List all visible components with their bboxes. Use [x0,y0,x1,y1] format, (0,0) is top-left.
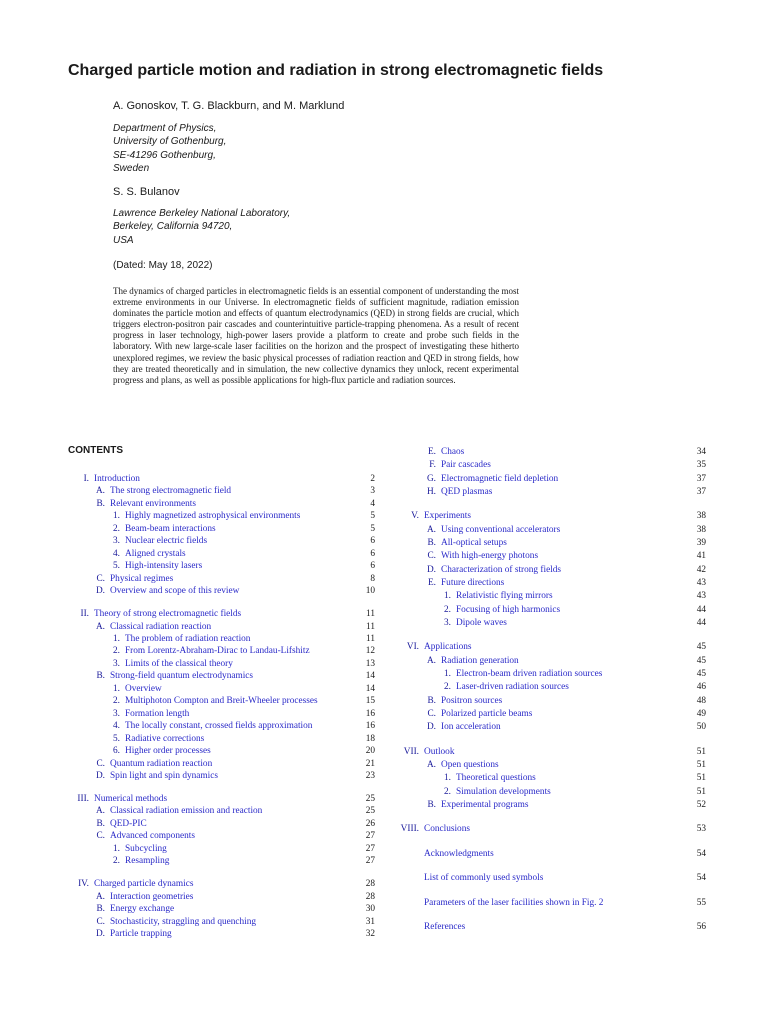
toc-entry-link[interactable]: Resampling [125,856,170,867]
toc-entry-link[interactable]: With high-energy photons [441,551,539,562]
toc-entry-number: A. [95,806,105,817]
toc-entry-page: 20 [365,746,375,757]
toc-entry-page: 28 [365,879,375,890]
toc-entry-number: D. [426,564,436,575]
toc-entry-link[interactable]: Pair cascades [441,460,491,471]
toc-entry-number: F. [429,460,436,471]
toc-entry-number: 1. [113,683,120,694]
toc-entry-number: 5. [113,733,120,744]
toc-entry[interactable] [0,617,768,629]
toc-entry-page: 45 [696,642,706,653]
affiliation-line: University of Gothenburg, [113,136,227,148]
toc-entry-page: 45 [696,668,706,679]
toc-entry-number: 1. [113,843,120,854]
toc-entry-link[interactable]: Polarized particle beams [441,708,533,719]
toc-entry-link[interactable]: Focusing of high harmonics [456,604,561,615]
toc-entry-number: 2. [113,696,120,707]
toc-entry[interactable] [0,446,768,458]
toc-entry-link[interactable]: Ion acceleration [441,722,501,733]
toc-entry-number: B. [427,538,436,548]
toc-entry[interactable] [0,459,768,471]
toc-entry-link[interactable]: Highly magnetized astrophysical environments [125,511,301,522]
toc-entry-number: 4. [113,721,120,732]
toc-entry[interactable] [0,590,768,602]
toc-entry-number: 1. [444,668,451,679]
toc-entry-link[interactable]: Theory of strong electromagnetic fields [94,609,242,620]
toc-entry-link[interactable]: Applications [424,642,472,653]
affiliation-2 [113,207,290,247]
toc-entry[interactable] [0,604,768,616]
toc-entry-page: 30 [365,904,375,915]
toc-entry-link[interactable]: Acknowledgments [424,848,494,859]
toc-entry-link[interactable]: Subcycling [125,843,167,854]
toc-entry[interactable] [0,486,768,498]
toc-entry-number: 5. [113,561,120,572]
toc-entry-link[interactable]: Multiphoton Compton and Breit-Wheeler processes [125,696,318,707]
toc-entry-link[interactable]: Charged particle dynamics [94,879,194,890]
toc-entry-page: 11 [366,634,375,644]
toc-entry-link[interactable]: Future directions [441,577,505,588]
toc-entry-link[interactable]: Beam-beam interactions [125,523,216,534]
abstract: The dynamics of charged particles in electromagnetic fields is an essential component of understanding the most extreme environments in our Universe. In electromagnetic fields of sufficient magnitude, radiation emission dominates the particle motion and effects of quantum electrodynamics (QED) in strong fields are crucial, which triggers electron-positron pair cascades and counterintuitive particle-trapping phenomena. As a result of recent progress in laser technology, high-power lasers provide a platform to create and probe such fields in the laboratory. With new large-scale laser facilities on the horizon and the prospect of investigating these hitherto unexplored regimes, we review the basic physical processes of radiation reaction and QED in strong fields, how they are treated theoretically and in simulation, the new collective dynamics they unlock, recent experimental progress and plans, as well as possible applications for high-flux particle and radiation sources. [113,286,519,385]
toc-entry-page: 35 [696,460,706,471]
toc-entry-page: 27 [365,843,375,854]
toc-entry-page: 10 [365,586,375,597]
toc-entry[interactable] [0,872,768,884]
toc-entry-page: 11 [366,609,375,620]
affiliation-line: Department of Physics, [113,123,217,134]
toc-entry-page: 21 [365,758,375,769]
toc-entry-page: 38 [696,524,706,535]
toc-entry-number: 1. [444,591,451,602]
toc-entry-page: 42 [696,564,706,575]
toc-entry-link[interactable]: High-intensity lasers [125,561,203,572]
toc-entry-link[interactable]: Strong-field quantum electrodynamics [110,671,254,682]
toc-entry[interactable] [0,668,768,680]
toc-entry-link[interactable]: Simulation developments [456,786,551,797]
toc-entry-link[interactable]: Stochasticity, straggling and quenching [110,916,257,927]
toc-entry[interactable] [0,473,768,485]
dated-line: (Dated: May 18, 2022) [113,260,213,271]
toc-entry-link[interactable]: Spin light and spin dynamics [110,770,218,781]
toc-entry-link[interactable]: References [424,922,466,933]
toc-entry-link[interactable]: Radiative corrections [125,733,205,744]
contents-heading: CONTENTS [68,445,123,456]
toc-entry-link[interactable]: Electromagnetic field depletion [441,473,559,484]
toc-entry-page: 54 [696,873,706,884]
toc-entry-link[interactable]: Aligned crystals [125,548,186,559]
toc-entry[interactable] [0,746,768,758]
toc-entry-number: B. [96,818,105,829]
toc-entry-page: 8 [370,573,375,584]
toc-entry[interactable] [0,759,768,771]
affiliation-line: SE-41296 Gothenburg, [113,149,216,161]
toc-entry-number: C. [96,916,105,927]
toc-entry-page: 18 [365,733,375,744]
toc-entry-page: 51 [696,773,706,784]
toc-entry-link[interactable]: Higher order processes [125,746,211,757]
toc-entry-page: 49 [696,708,706,719]
toc-entry-page: 39 [696,538,706,548]
toc-entry-page: 32 [365,929,375,940]
toc-entry-page: 52 [696,799,706,810]
toc-entry-number: VI. [406,642,419,653]
toc-entry-page: 5 [370,523,375,534]
toc-entry-link[interactable]: Using conventional accelerators [441,524,561,535]
author-list-1: A. Gonoskov, T. G. Blackburn, and M. Marklund [113,100,345,112]
toc-entry-page: 56 [696,922,706,933]
toc-entry-link[interactable]: QED plasmas [441,486,493,497]
toc-entry-number: C. [96,573,105,584]
toc-entry-link[interactable]: Experiments [424,511,471,522]
affiliation-line: Sweden [113,162,150,174]
toc-entry-page: 2 [370,474,375,484]
toc-entry-page: 12 [365,646,375,657]
toc-entry-page: 6 [370,561,375,572]
toc-entry-page: 31 [365,916,375,927]
toc-entry-number: 2. [113,646,120,657]
toc-entry[interactable] [0,577,768,589]
toc-entry-link[interactable]: Theoretical questions [456,773,536,784]
toc-entry-page: 3 [370,486,375,497]
toc-entry-page: 37 [696,486,706,497]
toc-entry[interactable] [0,708,768,720]
toc-entry-number: A. [95,891,105,902]
toc-entry-page: 4 [370,498,375,509]
toc-entry-page: 14 [365,683,375,694]
toc-entry-page: 51 [696,786,706,797]
toc-entry-number: IV. [78,879,89,890]
toc-entry-link[interactable]: Limits of the classical theory [125,658,233,669]
toc-entry-number: 1. [444,773,451,784]
toc-entry[interactable] [0,537,768,549]
toc-entry-link[interactable]: Advanced components [110,831,195,842]
toc-entry-link[interactable]: List of commonly used symbols [424,873,544,884]
toc-entry-page: 37 [696,473,706,484]
toc-entry-number: C. [96,758,105,769]
toc-entry-number: A. [95,486,105,497]
toc-entry-link[interactable]: Open questions [441,759,499,770]
toc-entry-link[interactable]: Introduction [94,474,140,484]
toc-entry-link[interactable]: Relativistic flying mirrors [456,591,553,602]
toc-entry-page: 55 [696,897,706,908]
toc-entry-number: 2. [444,786,451,797]
toc-entry-number: 1. [113,634,120,644]
toc-entry-page: 6 [370,548,375,559]
toc-entry-page: 41 [696,551,706,562]
toc-entry[interactable] [0,681,768,693]
toc-entry-number: 2. [444,604,451,615]
toc-entry[interactable] [0,524,768,536]
toc-entry-link[interactable]: Physical regimes [110,573,174,584]
toc-entry-number: C. [427,551,436,562]
paper-title: Charged particle motion and radiation in strong electromagnetic fields [68,62,604,79]
toc-entry-link[interactable]: Experimental programs [441,799,529,810]
toc-entry-link[interactable]: From Lorentz-Abraham-Dirac to Landau-Lifshitz [125,646,310,657]
toc-entry[interactable] [0,655,768,667]
toc-entry-page: 38 [696,511,706,522]
affiliation-line: Berkeley, California 94720, [113,221,233,233]
toc-entry-page: 16 [365,708,375,719]
toc-entry-link[interactable]: Overview [125,683,162,694]
toc-entry-number: B. [427,695,436,706]
toc-entry-link[interactable]: QED-PIC [110,818,147,829]
toc-entry-number: V. [411,511,419,522]
toc-entry-number: 6. [113,746,120,757]
toc-entry[interactable] [0,550,768,562]
toc-entry-number: D. [426,722,436,733]
toc-entry-number: 3. [444,617,451,628]
toc-entry-number: E. [427,577,436,588]
toc-entry-link[interactable]: Nuclear electric fields [125,536,208,547]
toc-entry-link[interactable]: Classical radiation reaction [110,621,212,632]
toc-entry[interactable] [0,848,768,860]
toc-entry-number: VIII. [400,824,419,835]
toc-entry-page: 25 [365,806,375,817]
toc-entry-link[interactable]: Laser-driven radiation sources [456,682,569,693]
toc-entry-number: 2. [113,523,120,534]
toc-entry-number: B. [96,498,105,509]
toc-entry-link[interactable]: Formation length [125,708,190,719]
toc-entry-page: 44 [696,604,706,615]
toc-entry-page: 13 [365,658,375,669]
toc-entry-number: 1. [113,511,120,522]
toc-entry-number: 3. [113,536,120,547]
toc-entry-page: 53 [696,824,706,835]
affiliation-1 [113,122,226,175]
toc-entry-page: 51 [696,746,706,757]
toc-entry[interactable] [0,823,768,835]
toc-entry-link[interactable]: Particle trapping [110,929,172,940]
toc-entry-page: 54 [696,848,706,859]
toc-entry[interactable] [0,510,768,522]
toc-entry-link[interactable]: Electron-beam driven radiation sources [456,668,603,679]
toc-entry-number: D. [95,929,105,940]
toc-entry-number: II. [80,609,89,620]
toc-entry-link[interactable]: Radiation generation [441,655,519,666]
toc-entry[interactable] [0,921,768,933]
toc-entry[interactable] [0,897,768,909]
toc-entry-link[interactable]: Quantum radiation reaction [110,758,213,769]
toc-entry-page: 26 [365,818,375,829]
toc-entry-link[interactable]: All-optical setups [441,538,507,548]
toc-entry-number: 3. [113,708,120,719]
toc-entry-number: VII. [403,746,419,757]
affiliation-line: Lawrence Berkeley National Laboratory, [113,208,291,219]
toc-entry-page: 46 [696,682,706,693]
toc-entry-number: A. [426,759,436,770]
toc-entry-number: D. [95,770,105,781]
toc-entry[interactable] [0,695,768,707]
toc-entry-number: I. [83,474,89,484]
toc-entry-number: 4. [113,548,120,559]
toc-entry-number: A. [426,524,436,535]
toc-entry-number: D. [95,586,105,597]
toc-entry-link[interactable]: Numerical methods [94,794,168,804]
toc-entry-page: 27 [365,856,375,867]
toc-entry-page: 23 [365,770,375,781]
toc-entry-page: 28 [365,891,375,902]
toc-entry-link[interactable]: Energy exchange [110,904,175,915]
toc-entry-link[interactable]: Outlook [424,746,455,757]
toc-entry-link[interactable]: Conclusions [424,824,470,835]
toc-entry-page: 43 [696,577,706,588]
toc-entry-page: 5 [370,511,375,522]
affiliation-line: USA [113,234,134,246]
toc-entry-link[interactable]: Dipole waves [456,617,507,628]
toc-entry-page: 48 [696,695,706,706]
toc-entry-page: 11 [366,621,375,632]
toc-entry-link[interactable]: The problem of radiation reaction [125,634,251,644]
toc-entry-number: C. [427,708,436,719]
toc-entry-number: A. [426,655,436,666]
toc-entry-number: A. [95,621,105,632]
toc-entry-link[interactable]: Relevant environments [110,498,196,509]
toc-entry-page: 14 [365,671,375,682]
toc-entry-page: 16 [365,721,375,732]
toc-entry-link[interactable]: Parameters of the laser facilities shown in Fig. 2 [424,897,604,908]
toc-entry-number: H. [426,486,436,497]
toc-entry[interactable] [0,721,768,733]
toc-entry[interactable] [0,786,768,798]
toc-entry-page: 15 [365,696,375,707]
toc-entry-number: 3. [113,658,120,669]
toc-entry-link[interactable]: Chaos [441,447,465,457]
toc-entry-link[interactable]: The locally constant, crossed fields approximation [125,721,313,732]
toc-entry-number: G. [426,473,436,484]
toc-entry-number: B. [96,671,105,682]
toc-entry[interactable] [0,799,768,811]
toc-entry-page: 45 [696,655,706,666]
toc-entry-link[interactable]: Overview and scope of this review [110,586,240,597]
toc-entry-number: B. [427,799,436,810]
toc-entry-link[interactable]: Positron sources [441,695,503,706]
toc-entry[interactable] [0,641,768,653]
toc-entry-page: 44 [696,617,706,628]
toc-entry-number: C. [96,831,105,842]
toc-entry-page: 43 [696,591,706,602]
toc-entry[interactable] [0,733,768,745]
toc-entry-link[interactable]: Characterization of strong fields [441,564,562,575]
toc-entry-link[interactable]: Classical radiation emission and reaction [110,806,263,817]
toc-entry-number: E. [427,447,436,457]
toc-entry-link[interactable]: The strong electromagnetic field [110,486,232,497]
toc-entry-page: 27 [365,831,375,842]
author-list-2: S. S. Bulanov [113,186,180,198]
toc-entry-page: 6 [370,536,375,547]
toc-entry[interactable] [0,564,768,576]
toc-entry-number: B. [96,904,105,915]
toc-entry-number: 2. [444,682,451,693]
toc-entry-page: 50 [696,722,706,733]
toc-entry-number: 2. [113,856,120,867]
toc-entry-number: III. [77,794,89,804]
toc-entry-page: 34 [696,447,706,457]
toc-entry-page: 51 [696,759,706,770]
toc-entry-link[interactable]: Interaction geometries [110,891,194,902]
toc-entry[interactable] [0,498,768,510]
toc-entry-page: 25 [365,794,375,804]
toc-entry[interactable] [0,772,768,784]
